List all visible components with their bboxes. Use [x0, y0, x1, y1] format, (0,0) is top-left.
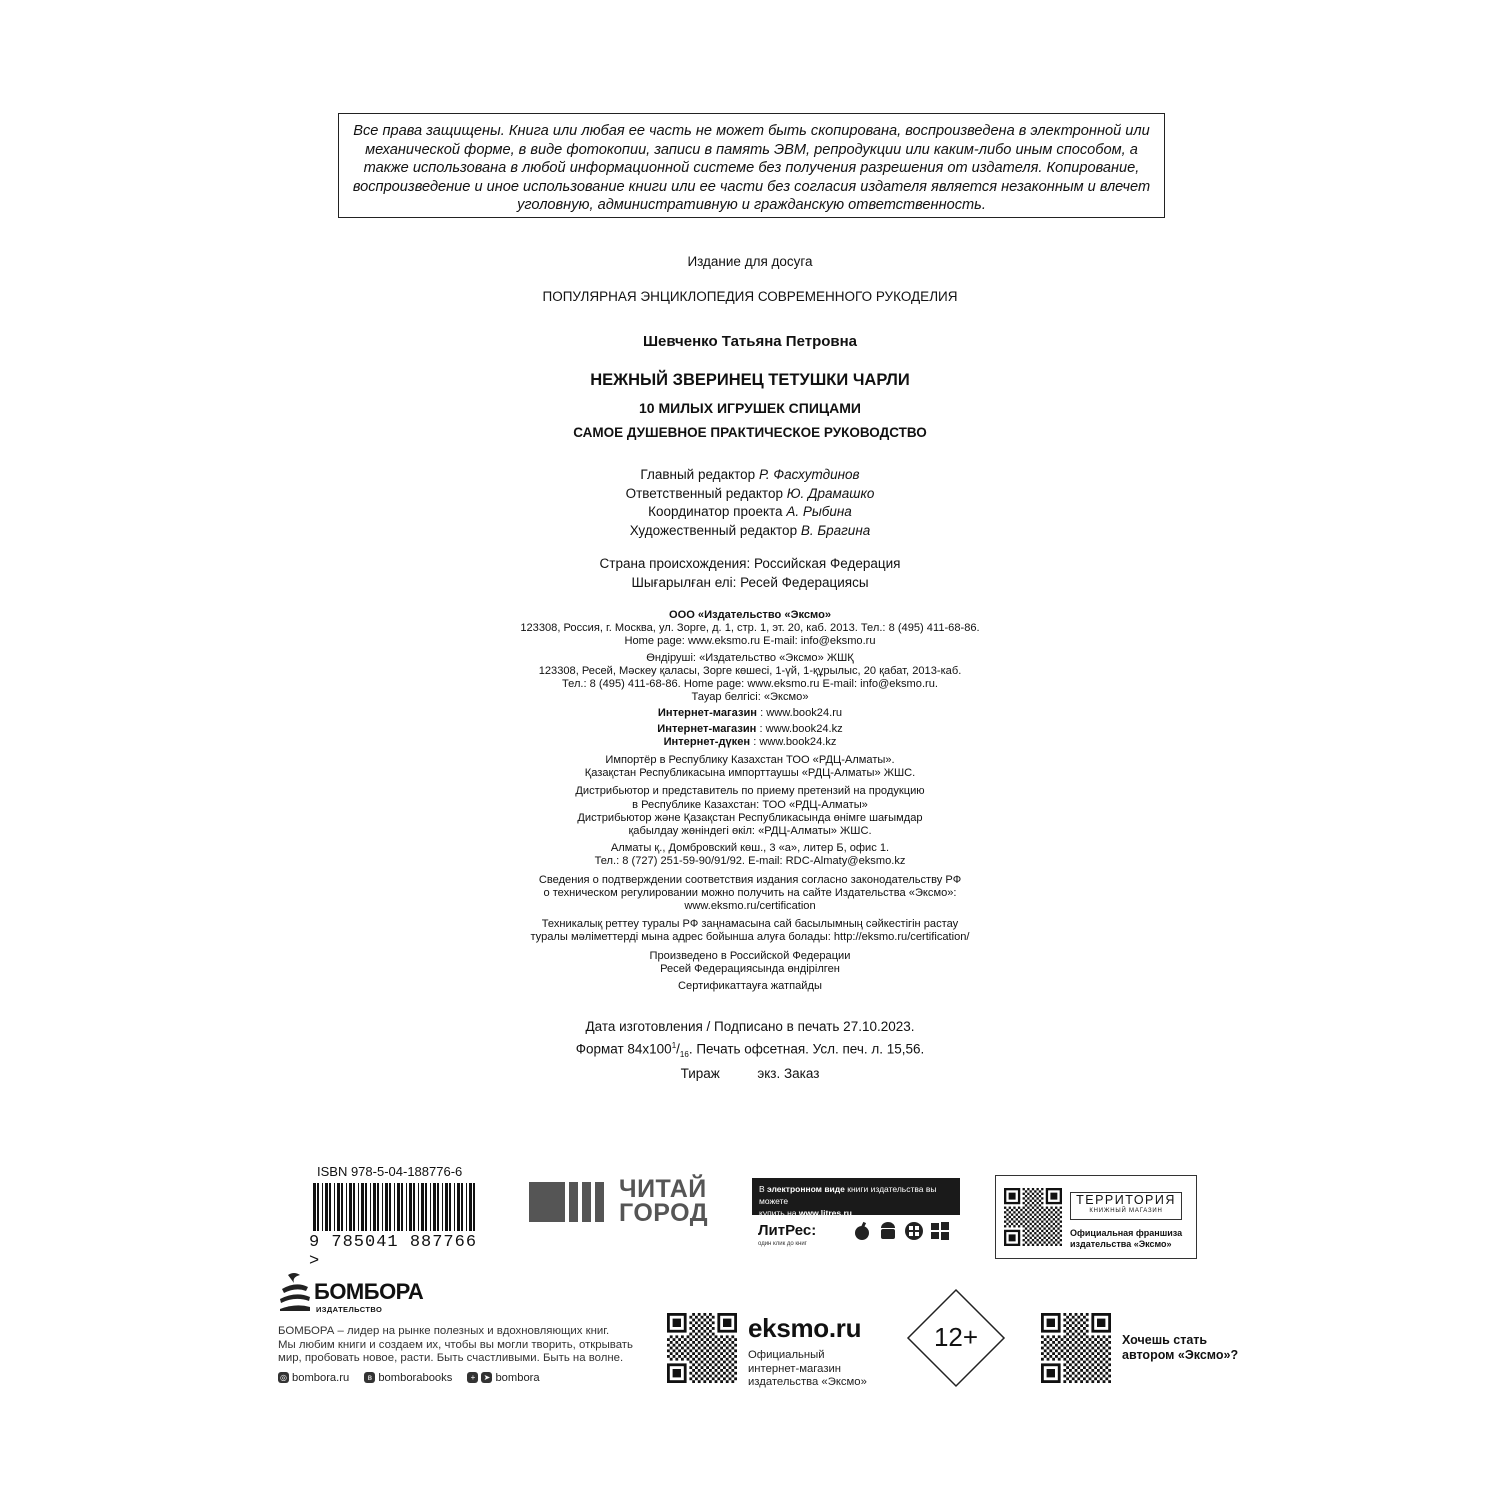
certification-line: Сведения о подтверждении соответствия издания согласно законодательству РФ: [538, 873, 962, 886]
importer-line: Қазақстан Республикасына импорттаушы «РДЦ-Алматы» ЖШС.: [584, 767, 916, 780]
barcode: [309, 1183, 479, 1231]
windows-icon: [930, 1221, 950, 1241]
shop-line: Интернет-магазин : www.book24.kz: [657, 722, 843, 735]
bombora-site-link[interactable]: ◎ bombora.ru: [280, 1371, 350, 1384]
print-info: [330, 1017, 1170, 1083]
age-rating: [906, 1288, 1006, 1388]
editor-line: Ответственный редактор Ю. Драмашко: [625, 485, 875, 501]
almaty-line: Алматы қ., Домбровский көш., 3 «а», литер Б, офис 1.: [610, 842, 890, 855]
barcode-digits: 9 785041 887766 >: [309, 1233, 478, 1271]
vk-icon: в: [364, 1372, 375, 1383]
bombora-vk-link[interactable]: в bomborabooks: [364, 1372, 452, 1384]
shop-line: Интернет-дүкен : www.book24.kz: [663, 735, 837, 748]
litres-slogan: один клик до книг: [758, 1241, 807, 1247]
editor-line: Художественный редактор В. Брагина: [629, 522, 871, 538]
origin-line: Страна происхождения: Российская Федерация: [599, 556, 901, 571]
certification-line: о техническом регулировании можно получить на сайте Издательства «Эксмо»:: [543, 886, 957, 899]
litres-block: [752, 1178, 960, 1258]
print-run: Тираж экз. Заказ: [680, 1066, 820, 1082]
chitai-gorod-icon: [529, 1180, 614, 1224]
bombora-description: БОМБОРА – лидер на рынке полезных и вдохновляющих книг. Мы любим книги и создаем их, чтобы вы могли творить, открывать мир, пробовать новое, расти. Быть счастливыми. Быть на волне.: [278, 1325, 633, 1365]
produced-line: Произведено в Российской Федерации: [649, 949, 851, 962]
series-name: ПОПУЛЯРНАЯ ЭНЦИКЛОПЕДИЯ СОВРЕМЕННОГО РУКОДЕЛИЯ: [542, 289, 958, 304]
origin-line: Шығарылған елі: Ресей Федерациясы: [631, 574, 869, 590]
litres-logo: ЛитРес:: [758, 1222, 817, 1239]
eksmo-site: eksmo.ru: [748, 1313, 862, 1343]
plus-icon: +: [467, 1372, 478, 1383]
publisher-kz-line: Тел.: 8 (495) 411-68-86. Home page: www.eksmo.ru E-mail: info@eksmo.ru.: [562, 678, 938, 691]
isbn-number: ISBN 978-5-04-188776-6: [317, 1164, 463, 1179]
distributor-line: в Республике Казахстан: ТОО «РДЦ-Алматы»: [632, 798, 868, 811]
country-of-origin: [330, 555, 1170, 592]
book-subtitle-1: 10 МИЛЫХ ИГРУШЕК СПИЦАМИ: [639, 400, 861, 416]
distributor-line: қабылдау жөніндегі өкіл: «РДЦ-Алматы» ЖШС.: [628, 825, 872, 838]
rights-notice: Все права защищены. Книга или любая ее часть не может быть скопирована, воспроизведена в электронной или механической форме, в виде фотокопии, записи в память ЭВМ, репродукции или каким-либо иным способом, а также использована в любой информационной системе без получения разрешения от издателя. Копирование, воспроизведение и иное использование книги или ее части без согласия издателя является незаконным и влечет уголовную, административную и гражданскую ответственность.: [338, 113, 1165, 218]
eksmo-qr-icon: [667, 1313, 737, 1383]
publisher-kz-line: Тауар белгісі: «Эксмо»: [691, 691, 809, 704]
chitai-gorod-logo: [529, 1175, 709, 1229]
litres-banner: В электронном виде книги издательства вы можете купить на www.litres.ru: [752, 1178, 960, 1215]
territory-logo: ТЕРРИТОРИЯ КНИЖНЫЙ МАГАЗИН: [1070, 1192, 1182, 1220]
edition-type: Издание для досуга: [687, 254, 813, 269]
author-question: Хочешь стать автором «Эксмо»?: [1122, 1333, 1239, 1362]
bombora-social: [278, 1371, 552, 1384]
editor-line: Координатор проекта А. Рыбина: [648, 504, 852, 519]
eksmo-description: Официальный интернет-магазин издательства «Эксмо»: [748, 1349, 867, 1389]
author-name: Шевченко Татьяна Петровна: [642, 333, 858, 350]
publisher-block: [330, 609, 1170, 993]
bombora-name: БОМБОРА: [314, 1279, 424, 1304]
publisher-name: ООО «Издательство «Эксмо»: [668, 609, 832, 621]
territory-franchise: Официальная франшиза издательства «Эксмо»: [1070, 1228, 1183, 1249]
distributor-line: Дистрибьютор и представитель по приему претензий на продукцию: [575, 785, 925, 798]
publisher-address: 123308, Россия, г. Москва, ул. Зорге, д. 1, стр. 1, эт. 20, каб. 2013. Тел.: 8 (495) 411-68-86.: [520, 622, 980, 635]
distributor-line: Дистрибьютор және Қазақстан Республикасында өнімге шағымдар: [577, 811, 923, 824]
produced-line: Ресей Федерациясында өндірілген: [660, 962, 840, 975]
publisher-kz-line: Өндіруші: «Издательство «Эксмо» ЖШҚ: [646, 651, 854, 664]
windows-phone-icon: [904, 1221, 924, 1241]
print-date: Дата изготовления / Подписано в печать 27.10.2023.: [585, 1019, 915, 1034]
apple-icon: [852, 1221, 872, 1241]
certification-kz-line: Техникалық реттеу туралы РФ заңнамасына сай басылымның сәйкестігін растау: [541, 918, 959, 931]
print-format: Формат $84x100^1/_{16}$. Печать офсетная. Усл. печ. л. 15,56.: [575, 1041, 925, 1060]
almaty-line: Тел.: 8 (727) 251-59-90/91/92. E-mail: RDC-Almaty@eksmo.kz: [594, 855, 906, 868]
editor-line: Главный редактор Р. Фасхутдинов: [640, 467, 860, 482]
editors-list: [330, 466, 1170, 540]
territory-block: [995, 1175, 1197, 1259]
author-qr-icon: [1041, 1313, 1111, 1383]
certification-kz-line: туралы мәліметтерді мына адрес бойынша алуға болады: http://eksmo.ru/certification/: [530, 931, 970, 944]
book-title: НЕЖНЫЙ ЗВЕРИНЕЦ ТЕТУШКИ ЧАРЛИ: [590, 371, 910, 389]
cert-exempt: Сертификаттауға жатпайды: [678, 980, 822, 993]
age-rating-text: 12+: [933, 1322, 979, 1352]
chitai-gorod-name: ЧИТАЙ ГОРОД: [619, 1175, 709, 1227]
bombora-telegram-link[interactable]: + ➤ bombora: [467, 1372, 539, 1384]
book-subtitle-2: САМОЕ ДУШЕВНОЕ ПРАКТИЧЕСКОЕ РУКОВОДСТВО: [573, 425, 927, 440]
publisher-web: Home page: www.eksmo.ru E-mail: info@eksmo.ru: [624, 635, 876, 648]
globe-icon: ◎: [278, 1372, 289, 1383]
importer-line: Импортёр в Республику Казахстан ТОО «РДЦ-Алматы».: [605, 754, 895, 767]
isbn-block: [309, 1164, 485, 1271]
shop-line: Интернет-магазин : www.book24.ru: [657, 707, 843, 720]
certification-link: www.eksmo.ru/certification: [684, 900, 816, 913]
bombora-icon: [278, 1271, 312, 1315]
android-icon: [878, 1221, 898, 1241]
territory-qr-icon: [1004, 1188, 1062, 1246]
telegram-icon: ➤: [481, 1372, 492, 1383]
publisher-kz-line: 123308, Ресей, Мәскеу қаласы, Зорге көшесі, 1-үй, 1-құрылыс, 20 қабат, 2013-каб.: [538, 664, 962, 677]
bombora-sub: ИЗДАТЕЛЬСТВО: [316, 1305, 383, 1314]
bombora-logo: [278, 1271, 428, 1316]
